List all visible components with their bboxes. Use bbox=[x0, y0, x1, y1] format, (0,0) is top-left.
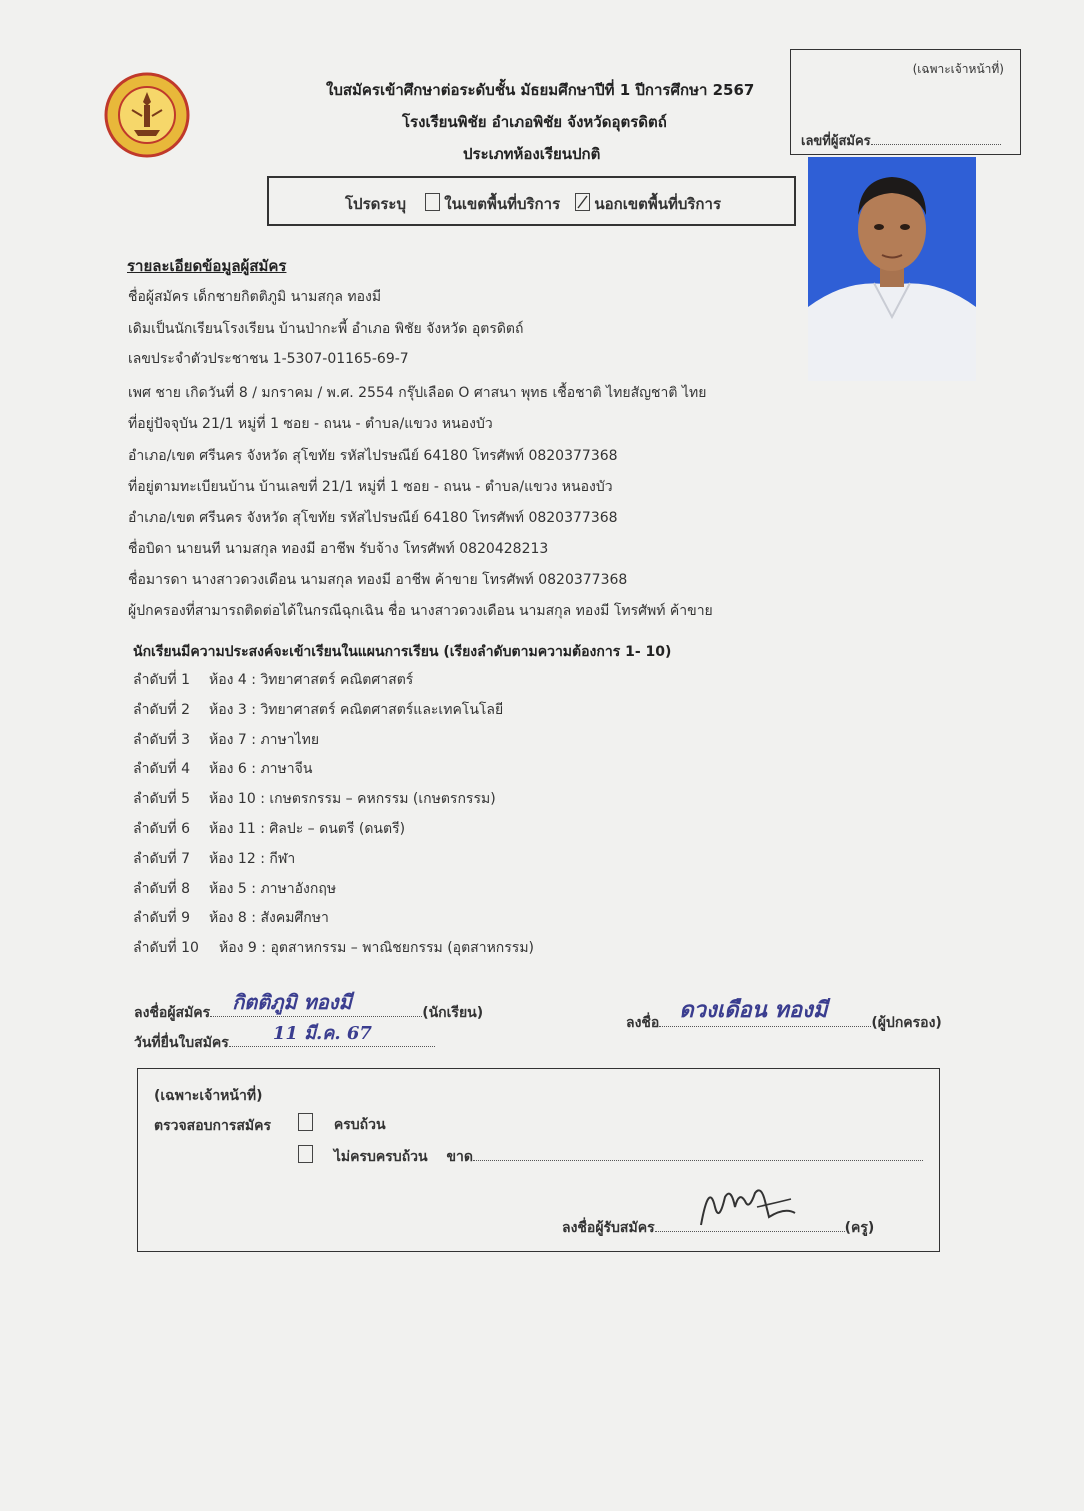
officer-check-box bbox=[137, 1068, 940, 1252]
officer-check-title: (เฉพาะเจ้าหน้าที่) bbox=[154, 1088, 263, 1104]
row-current-address: ที่อยู่ปัจจุบัน 21/1 หมู่ที่ 1 ซอย - ถนน - ตำบล/แขวง หนองบัว bbox=[128, 416, 493, 432]
row-applicant-name: ชื่อผู้สมัคร เด็กชายกิตติภูมิ นามสกุล ทองมี bbox=[128, 289, 382, 305]
header-line2: โรงเรียนพิชัย อำเภอพิชัย จังหวัดอุตรดิตถ์ bbox=[402, 113, 667, 131]
row-citizen-id: เลขประจำตัวประชาชน 1-5307-01165-69-7 bbox=[128, 351, 409, 367]
plan-item: ลำดับที่ 3 ห้อง 7 : ภาษาไทย bbox=[133, 732, 320, 748]
outside-area-label: นอกเขตพื้นที่บริการ bbox=[594, 195, 721, 213]
plan-item: ลำดับที่ 1 ห้อง 4 : วิทยาศาสตร์ คณิตศาสตร์ bbox=[133, 672, 414, 688]
header-line3: ประเภทห้องเรียนปกติ bbox=[463, 145, 601, 163]
receiver-signature bbox=[695, 1177, 805, 1233]
school-logo bbox=[104, 72, 190, 158]
guardian-signature-line: ลงชื่อ ดวงเดือน ทองมี (ผู้ปกครอง) bbox=[626, 1008, 942, 1034]
plan-item: ลำดับที่ 5 ห้อง 10 : เกษตรกรรม – คหกรรม (เกษตรกรรม) bbox=[133, 791, 496, 807]
officer-box bbox=[790, 49, 1021, 155]
missing-label: ขาด bbox=[446, 1149, 474, 1165]
applicant-signature-line: ลงชื่อผู้สมัคร กิตติภูมิ ทองมี (นักเรียน) bbox=[134, 998, 483, 1024]
incomplete-option bbox=[294, 1145, 923, 1168]
plan-item: ลำดับที่ 2 ห้อง 3 : วิทยาศาสตร์ คณิตศาสตร์และเทคโนโลยี bbox=[133, 702, 504, 718]
plan-item: ลำดับที่ 7 ห้อง 12 : กีฬา bbox=[133, 851, 296, 867]
service-area-box bbox=[267, 176, 796, 226]
plan-heading: นักเรียนมีความประสงค์จะเข้าเรียนในแผนการเรียน (เรียงลำดับตามความต้องการ 1- 10) bbox=[133, 644, 672, 660]
row-emergency-contact: ผู้ปกครองที่สามารถติดต่อได้ในกรณีฉุกเฉิน ชื่อ นางสาวดวงเดือน นามสกุล ทองมี โทรศัพท์ ค้าขาย bbox=[128, 603, 713, 619]
applicant-no-field[interactable] bbox=[871, 144, 1001, 145]
plan-item: ลำดับที่ 4 ห้อง 6 : ภาษาจีน bbox=[133, 761, 313, 777]
row-current-district: อำเภอ/เขต ศรีนคร จังหวัด สุโขทัย รหัสไปรษณีย์ 64180 โทรศัพท์ 0820377368 bbox=[128, 448, 618, 464]
inside-area-checkbox[interactable] bbox=[425, 193, 440, 211]
row-former-school: เดิมเป็นนักเรียนโรงเรียน บ้านป่ากะพี้ อำเภอ พิชัย จังหวัด อุตรดิตถ์ bbox=[128, 321, 524, 337]
receiver-signature-field[interactable] bbox=[655, 1215, 845, 1232]
service-area-prefix: โปรดระบุ bbox=[345, 195, 407, 213]
check-label: ตรวจสอบการสมัคร bbox=[154, 1118, 272, 1134]
row-registered-district: อำเภอ/เขต ศรีนคร จังหวัด สุโขทัย รหัสไปรษณีย์ 64180 โทรศัพท์ 0820377368 bbox=[128, 510, 618, 526]
guardian-signature: ดวงเดือน ทองมี bbox=[679, 997, 828, 1023]
header-line1: ใบสมัครเข้าศึกษาต่อระดับชั้น มัธยมศึกษาปีที่ 1 ปีการศึกษา 2567 bbox=[326, 81, 755, 99]
complete-label: ครบถ้วน bbox=[333, 1117, 386, 1133]
complete-checkbox[interactable] bbox=[298, 1113, 313, 1131]
submission-date-line: วันที่ยื่นใบสมัคร 11 มี.ค. 67 bbox=[134, 1028, 435, 1054]
officer-box-title: (เฉพาะเจ้าหน้าที่) bbox=[912, 62, 1004, 76]
plan-item: ลำดับที่ 9 ห้อง 8 : สังคมศึกษา bbox=[133, 910, 329, 926]
plan-item: ลำดับที่ 10 ห้อง 9 : อุตสาหกรรม – พาณิชยกรรม (อุตสาหกรรม) bbox=[133, 940, 535, 956]
row-personal: เพศ ชาย เกิดวันที่ 8 / มกราคม / พ.ศ. 2554 กรุ๊ปเลือด O ศาสนา พุทธ เชื้อชาติ ไทยสัญชาติ ไทย bbox=[128, 385, 707, 401]
row-registered-address: ที่อยู่ตามทะเบียนบ้าน บ้านเลขที่ 21/1 หมู่ที่ 1 ซอย - ถนน - ตำบล/แขวง หนองบัว bbox=[128, 479, 613, 495]
incomplete-checkbox[interactable] bbox=[298, 1145, 313, 1163]
outside-area-checkbox[interactable] bbox=[575, 193, 590, 211]
inside-area-label: ในเขตพื้นที่บริการ bbox=[444, 195, 561, 213]
row-mother: ชื่อมารดา นางสาวดวงเดือน นามสกุล ทองมี อาชีพ ค้าขาย โทรศัพท์ 0820377368 bbox=[128, 572, 628, 588]
applicant-signature: กิตติภูมิ ทองมี bbox=[232, 990, 352, 1014]
submission-date: 11 มี.ค. 67 bbox=[272, 1023, 372, 1044]
plan-item: ลำดับที่ 6 ห้อง 11 : ศิลปะ – ดนตรี (ดนตรี) bbox=[133, 821, 406, 837]
complete-option bbox=[294, 1113, 386, 1136]
plan-item: ลำดับที่ 8 ห้อง 5 : ภาษาอังกฤษ bbox=[133, 881, 337, 897]
applicant-no-label: เลขที่ผู้สมัคร bbox=[801, 134, 871, 149]
details-heading: รายละเอียดข้อมูลผู้สมัคร bbox=[127, 257, 287, 275]
receiver-signature-line: ลงชื่อผู้รับสมัคร (ครู) bbox=[562, 1215, 874, 1239]
missing-field[interactable] bbox=[473, 1160, 923, 1161]
applicant-photo bbox=[808, 157, 976, 381]
incomplete-label: ไม่ครบครบถ้วน bbox=[333, 1149, 428, 1165]
row-father: ชื่อบิดา นายนที นามสกุล ทองมี อาชีพ รับจ้าง โทรศัพท์ 0820428213 bbox=[128, 541, 549, 557]
